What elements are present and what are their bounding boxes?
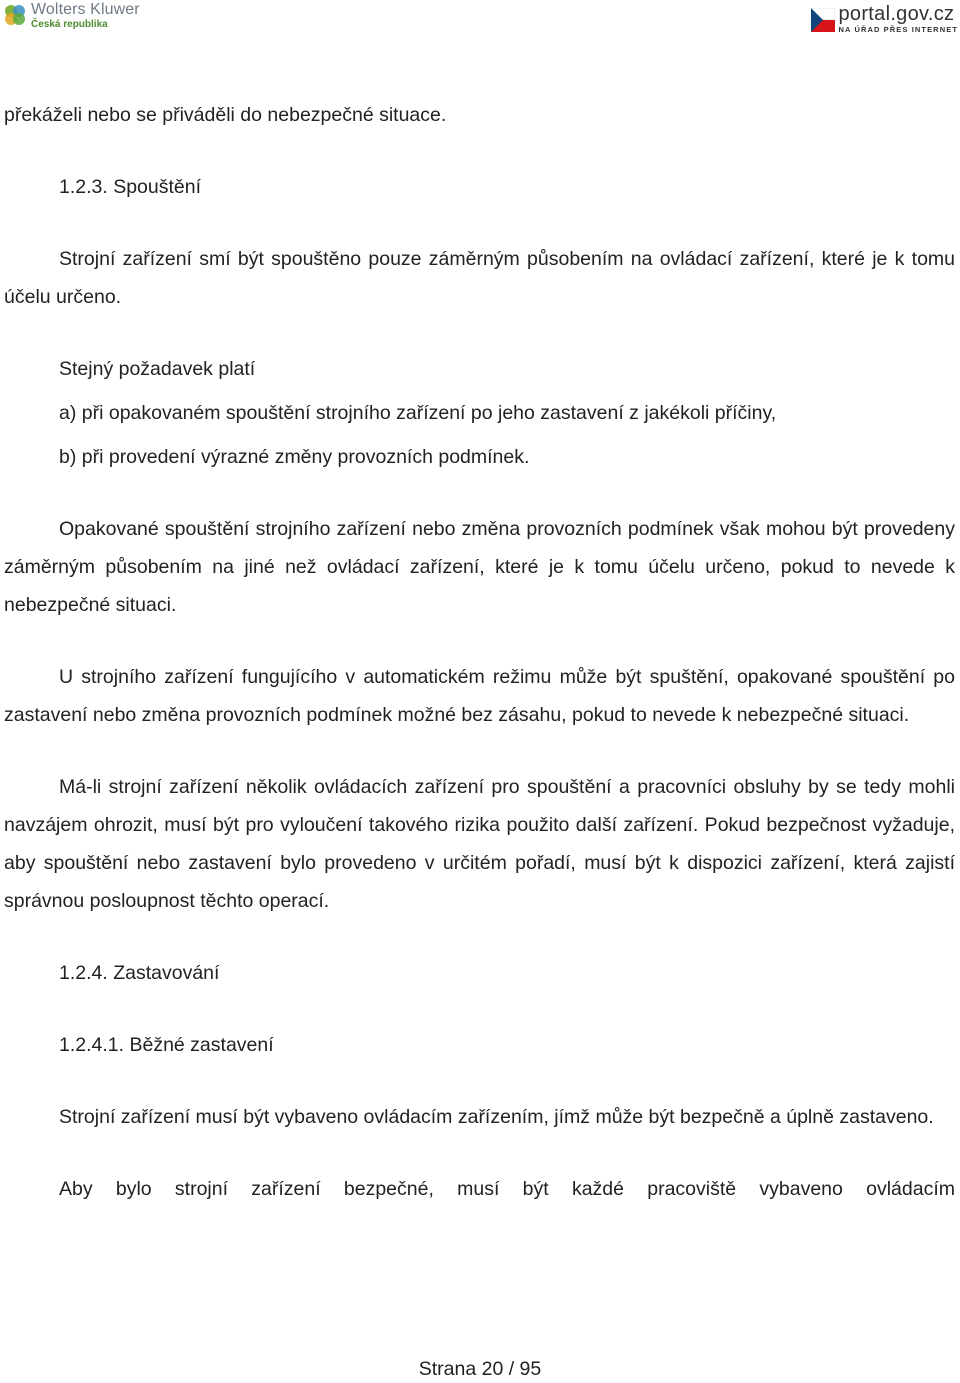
wolters-kluwer-name: Wolters Kluwer [31, 1, 140, 18]
wolters-kluwer-logo [2, 2, 140, 30]
paragraph-vice-ovladacu: Má-li strojní zařízení několik ovládacích zařízení pro spouštění a pracovníci obsluhy by se tedy mohli navzájem ohrozit, musí být pro vyloučení takového rizika použito další zařízení. Pokud bezpečnost vyžaduje, aby spouštění nebo zastavení bylo provedeno v určitém pořadí, musí být k dispozici zařízení, která zajistí správnou posloupnost těchto operací. [4, 776, 955, 912]
czech-flag-icon [811, 8, 835, 32]
page-header [0, 0, 960, 40]
document-body [4, 96, 955, 1208]
paragraph-automaticky-rezim: U strojního zařízení fungujícího v automatickém režimu může být spuštění, opakované spouštění po zastavení nebo změna provozních podmínek možné bez zásahu, pokud to nevede k nebezpečné situaci. [4, 666, 955, 726]
page-number: Strana 20 / 95 [418, 1358, 542, 1380]
portal-gov-subtitle: NA ÚŘAD PŘES INTERNET [838, 25, 958, 34]
section-heading-spousteni: 1.2.3. Spouštění [59, 176, 202, 198]
list-item-b: b) při provedení výrazné změny provozních podmínek. [59, 446, 530, 468]
paragraph-pracoviste: Aby bylo strojní zařízení bezpečné, musí být každé pracoviště vybaveno ovládacím [59, 1178, 955, 1200]
paragraph-requirement: Stejný požadavek platí [59, 358, 256, 380]
paragraph-opakovane: Opakované spouštění strojního zařízení nebo změna provozních podmínek však mohou být provedeny záměrným působením na jiné než ovládací zařízení, které je k tomu účelu určeno, pokud to nevede k nebezpečné situaci. [4, 518, 955, 616]
portal-gov-logo [811, 4, 959, 34]
paragraph-spousteni: Strojní zařízení smí být spouštěno pouze záměrným působením na ovládací zařízení, které je k tomu účelu určeno. [4, 248, 955, 308]
portal-gov-name: portal.gov.cz [838, 3, 955, 25]
section-heading-zastavovani: 1.2.4. Zastavování [59, 962, 220, 984]
wolters-kluwer-subtitle: Česká republika [31, 19, 108, 30]
list-item-a: a) při opakovaném spouštění strojního zařízení po jeho zastavení z jakékoli příčiny, [59, 402, 777, 424]
wolters-kluwer-logo-icon [2, 2, 28, 28]
section-heading-bezne-zastaveni: 1.2.4.1. Běžné zastavení [59, 1034, 274, 1056]
paragraph-continuation: překáželi nebo se přiváděli do nebezpečné situace. [4, 104, 447, 126]
paragraph-bezne-zastaveni: Strojní zařízení musí být vybaveno ovládacím zařízením, jímž může být bezpečně a úplně zastaveno. [59, 1106, 934, 1128]
